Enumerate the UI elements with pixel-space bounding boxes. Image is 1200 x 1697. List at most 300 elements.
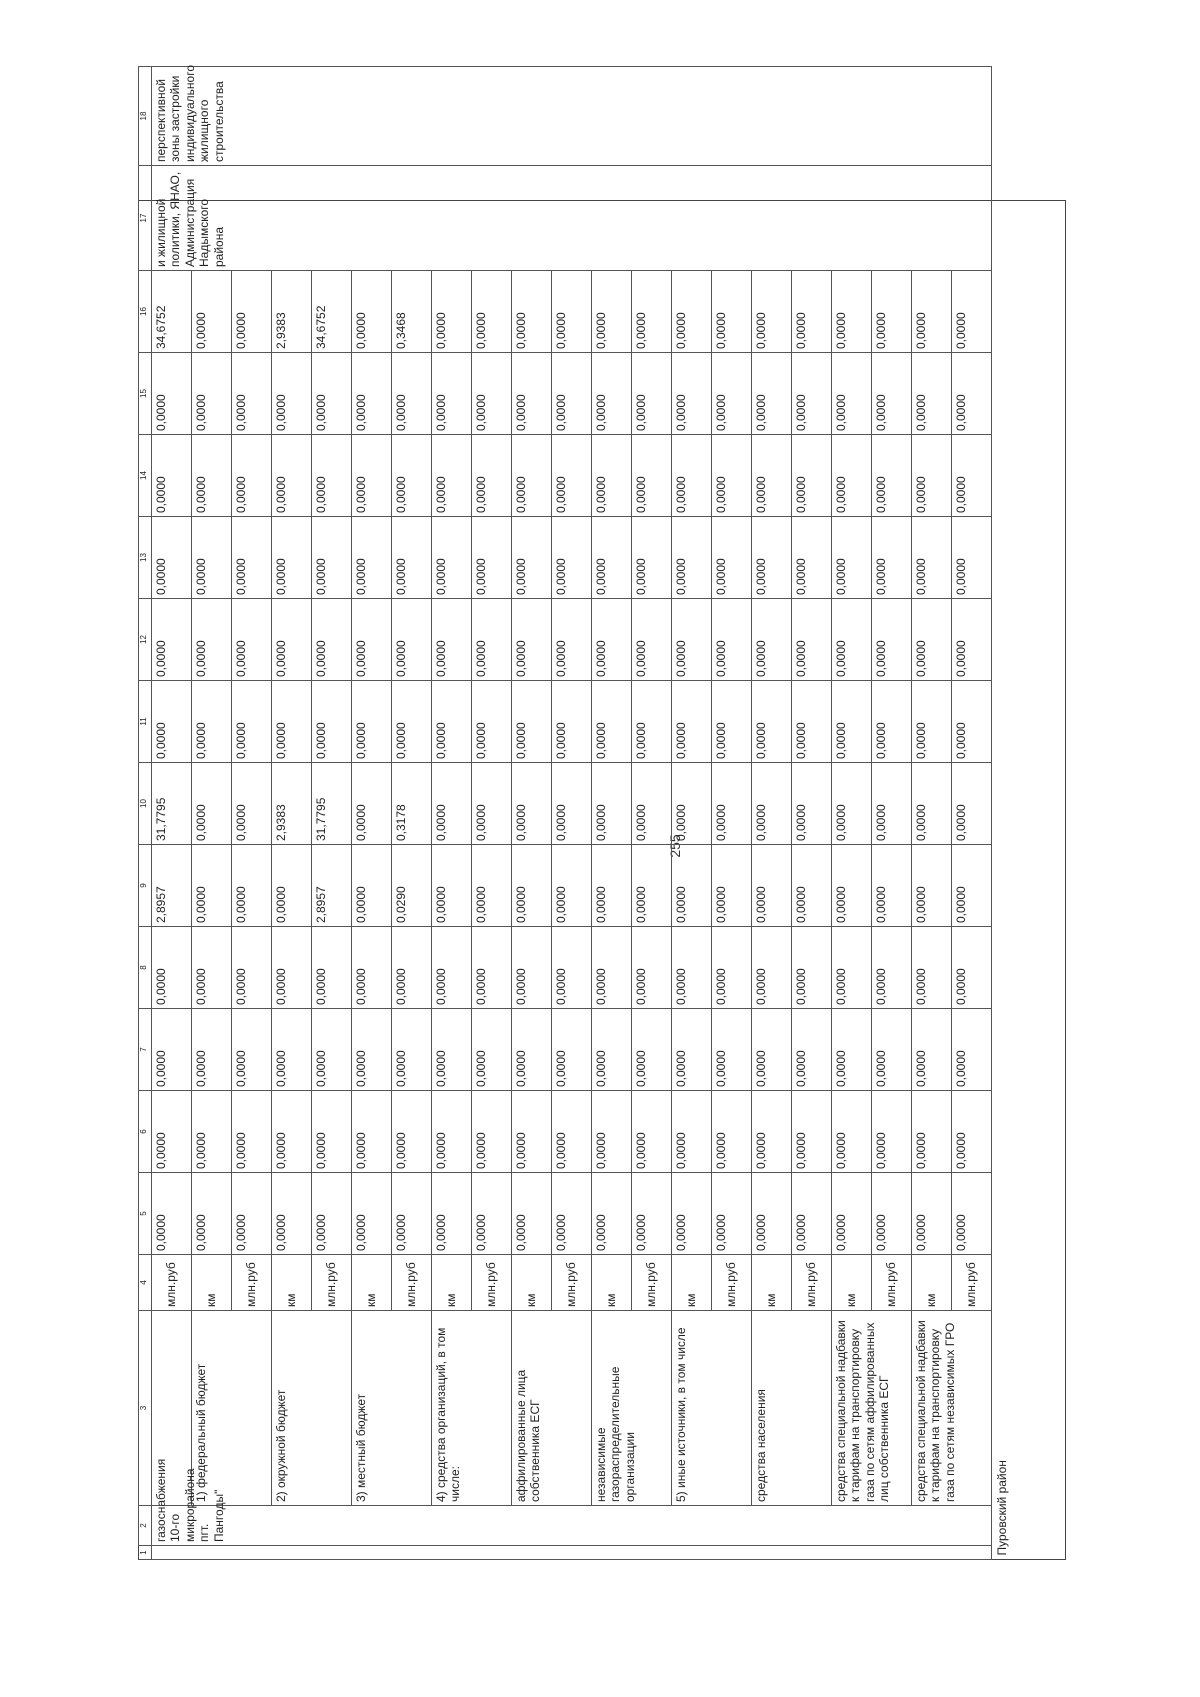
value-cell: 0,0000 <box>592 435 632 517</box>
value-cell: 0,0000 <box>432 271 472 353</box>
table-row <box>512 67 552 1560</box>
value-cell: 0,0000 <box>712 599 752 681</box>
value-cell: 0,0000 <box>912 845 952 927</box>
value-cell: 0,0000 <box>312 599 352 681</box>
value-cell: 0,0000 <box>472 353 512 435</box>
unit-cell: млн.руб <box>552 1255 592 1311</box>
value-cell: 0,0000 <box>592 271 632 353</box>
value-cell: 0,0000 <box>272 845 312 927</box>
value-cell: 0,0000 <box>352 1009 392 1091</box>
value-cell: 0,0000 <box>592 1009 632 1091</box>
value-cell: 0,0000 <box>312 681 352 763</box>
value-cell: 0,0000 <box>872 1173 912 1255</box>
value-cell: 0,0000 <box>512 1173 552 1255</box>
value-cell: 0,0000 <box>152 1009 192 1091</box>
value-cell: 0,0000 <box>192 517 232 599</box>
value-cell: 0,0000 <box>272 1009 312 1091</box>
value-cell: 0,0000 <box>232 517 272 599</box>
unit-cell: млн.руб <box>152 1255 192 1311</box>
value-cell: 0,0000 <box>792 517 832 599</box>
value-cell: 0,0000 <box>792 927 832 1009</box>
value-cell: 0,0000 <box>912 681 952 763</box>
value-cell: 0,0000 <box>632 517 672 599</box>
value-cell: 0,0000 <box>272 1091 312 1173</box>
value-cell: 0,0000 <box>592 845 632 927</box>
value-cell: 0,0000 <box>632 435 672 517</box>
value-cell: 0,0000 <box>392 599 432 681</box>
value-cell: 0,0000 <box>592 517 632 599</box>
value-cell: 0,0000 <box>432 517 472 599</box>
table-row <box>432 67 472 1560</box>
value-cell: 0,0000 <box>912 353 952 435</box>
value-cell: 0,0000 <box>712 845 752 927</box>
table-row <box>672 67 712 1560</box>
value-cell: 0,0000 <box>232 271 272 353</box>
value-cell: 0,0000 <box>632 353 672 435</box>
value-cell: 0,0000 <box>672 599 712 681</box>
value-cell: 31,7795 <box>312 763 352 845</box>
funding-source-cell: 3) местный бюджет <box>352 1311 432 1506</box>
value-cell: 0,0000 <box>712 1173 752 1255</box>
column-number: 15 <box>139 353 152 435</box>
value-cell: 0,0000 <box>672 1173 712 1255</box>
value-cell: 0,0000 <box>792 845 832 927</box>
value-cell: 2,8957 <box>152 845 192 927</box>
column-number: 6 <box>139 1091 152 1173</box>
value-cell: 0,0000 <box>312 517 352 599</box>
value-cell: 0,0000 <box>312 927 352 1009</box>
value-cell: 0,0000 <box>752 1091 792 1173</box>
value-cell: 0,0000 <box>912 1009 952 1091</box>
funding-source-cell: независимые газораспределительные организации <box>592 1311 672 1506</box>
value-cell: 0,0000 <box>792 353 832 435</box>
value-cell: 0,0000 <box>512 353 552 435</box>
funding-source-cell: 4) средства организаций, в том числе: <box>432 1311 512 1506</box>
value-cell: 0,0000 <box>232 681 272 763</box>
value-cell: 0,0000 <box>752 353 792 435</box>
value-cell: 0,0000 <box>632 763 672 845</box>
value-cell: 0,0000 <box>352 1173 392 1255</box>
value-cell: 0,0000 <box>912 435 952 517</box>
value-cell: 0,0000 <box>632 845 672 927</box>
value-cell: 0,0000 <box>752 271 792 353</box>
value-cell: 34,6752 <box>312 271 352 353</box>
value-cell: 0,0000 <box>752 763 792 845</box>
value-cell: 0,0000 <box>872 599 912 681</box>
value-cell: 0,0000 <box>432 763 472 845</box>
value-cell: 0,0000 <box>432 1091 472 1173</box>
funding-source-cell: средства населения <box>752 1311 832 1506</box>
value-cell: 0,0000 <box>432 435 472 517</box>
value-cell: 0,0000 <box>912 1173 952 1255</box>
table-row <box>592 67 632 1560</box>
unit-cell: млн.руб <box>632 1255 672 1311</box>
value-cell: 0,0000 <box>192 763 232 845</box>
value-cell: 0,0000 <box>552 927 592 1009</box>
value-cell: 0,0000 <box>392 681 432 763</box>
value-cell: 0,0000 <box>672 1091 712 1173</box>
value-cell: 0,0000 <box>712 1009 752 1091</box>
value-cell: 0,0000 <box>472 1091 512 1173</box>
value-cell: 0,0000 <box>512 271 552 353</box>
district-name: Пуровский район <box>992 67 1021 1560</box>
value-cell: 0,0000 <box>512 763 552 845</box>
unit-cell: км <box>592 1255 632 1311</box>
value-cell: 0,0000 <box>832 1009 872 1091</box>
unit-cell: км <box>752 1255 792 1311</box>
value-cell: 0,0000 <box>512 1009 552 1091</box>
value-cell: 0,0000 <box>632 271 672 353</box>
value-cell: 0,0000 <box>632 1173 672 1255</box>
unit-cell: млн.руб <box>232 1255 272 1311</box>
funding-source-cell: 5) иные источники, в том числе <box>672 1311 752 1506</box>
value-cell: 0,0000 <box>632 1091 672 1173</box>
unit-cell: км <box>272 1255 312 1311</box>
value-cell: 0,0000 <box>392 1091 432 1173</box>
value-cell: 0,0000 <box>792 1173 832 1255</box>
column-number: 9 <box>139 845 152 927</box>
value-cell: 0,0000 <box>712 1091 752 1173</box>
value-cell: 0,0000 <box>512 517 552 599</box>
value-cell: 0,0000 <box>472 435 512 517</box>
value-cell: 0,0000 <box>232 763 272 845</box>
value-cell: 0,0000 <box>712 681 752 763</box>
value-cell: 0,0000 <box>192 599 232 681</box>
value-cell: 0,0000 <box>392 435 432 517</box>
column-number: 17 <box>139 166 152 271</box>
value-cell: 0,0000 <box>632 1009 672 1091</box>
object-note-cell: перспективной зоны застройки индивидуального жилищного строительства <box>152 67 992 166</box>
value-cell: 0,0000 <box>672 927 712 1009</box>
column-number: 3 <box>139 1311 152 1506</box>
unit-cell: км <box>512 1255 552 1311</box>
value-cell: 0,0000 <box>552 681 592 763</box>
value-cell: 0,0000 <box>472 681 512 763</box>
value-cell: 0,0000 <box>352 599 392 681</box>
column-number: 5 <box>139 1173 152 1255</box>
funding-source-cell: аффилированные лица собственника ЕСГ <box>512 1311 592 1506</box>
unit-cell: млн.руб <box>712 1255 752 1311</box>
value-cell: 0,0000 <box>552 763 592 845</box>
value-cell: 0,0000 <box>832 927 872 1009</box>
responsible-cell: и жилищной политики, ЯНАО, Администрация Надымского района <box>152 166 992 271</box>
value-cell: 0,0000 <box>832 845 872 927</box>
value-cell: 0,0000 <box>432 845 472 927</box>
value-cell: 0,0000 <box>152 1091 192 1173</box>
value-cell: 0,0000 <box>752 845 792 927</box>
table-body <box>139 67 1021 1560</box>
unit-cell: км <box>672 1255 712 1311</box>
column-number: 13 <box>139 517 152 599</box>
value-cell: 0,3468 <box>392 271 432 353</box>
funding-source-cell: средства специальной надбавки к тарифам на транспортировку газа по сетям независимых ГРО <box>912 1311 992 1506</box>
value-cell: 0,0000 <box>872 353 912 435</box>
value-cell: 0,0000 <box>952 1173 992 1255</box>
column-number: 11 <box>139 681 152 763</box>
value-cell: 0,0000 <box>832 763 872 845</box>
value-cell: 2,9383 <box>272 271 312 353</box>
value-cell: 0,0000 <box>272 353 312 435</box>
value-cell: 0,0000 <box>152 599 192 681</box>
funding-source-cell: 2) окружной бюджет <box>272 1311 352 1506</box>
value-cell: 0,0000 <box>192 845 232 927</box>
unit-cell: млн.руб <box>392 1255 432 1311</box>
column-number: 12 <box>139 599 152 681</box>
value-cell: 0,0000 <box>192 435 232 517</box>
value-cell: 0,0000 <box>192 1173 232 1255</box>
value-cell: 0,0000 <box>952 845 992 927</box>
value-cell: 0,0000 <box>352 845 392 927</box>
value-cell: 0,0000 <box>832 599 872 681</box>
column-number: 8 <box>139 927 152 1009</box>
value-cell: 0,0000 <box>752 927 792 1009</box>
value-cell: 0,0000 <box>872 845 912 927</box>
unit-cell: км <box>192 1255 232 1311</box>
column-number: 1 <box>139 1546 152 1560</box>
value-cell: 0,0000 <box>352 353 392 435</box>
value-cell: 0,0000 <box>712 927 752 1009</box>
table-row <box>832 67 872 1560</box>
column-number: 18 <box>139 67 152 166</box>
value-cell: 0,0000 <box>432 599 472 681</box>
value-cell: 0,0000 <box>952 435 992 517</box>
value-cell: 0,0000 <box>872 1091 912 1173</box>
value-cell: 0,0000 <box>312 1009 352 1091</box>
value-cell: 0,0000 <box>752 1009 792 1091</box>
unit-cell: км <box>352 1255 392 1311</box>
project-name-cell: газоснабжения 10-го микрорайона пгт. Пангоды" <box>152 1506 992 1546</box>
value-cell: 0,0290 <box>392 845 432 927</box>
value-cell: 0,0000 <box>792 435 832 517</box>
value-cell: 0,0000 <box>512 927 552 1009</box>
value-cell: 0,0000 <box>952 353 992 435</box>
value-cell: 0,0000 <box>152 435 192 517</box>
value-cell: 0,0000 <box>632 927 672 1009</box>
value-cell: 0,0000 <box>152 927 192 1009</box>
unit-cell: км <box>912 1255 952 1311</box>
value-cell: 0,0000 <box>192 271 232 353</box>
value-cell: 0,0000 <box>432 927 472 1009</box>
value-cell: 0,0000 <box>592 599 632 681</box>
value-cell: 0,0000 <box>232 927 272 1009</box>
value-cell: 0,0000 <box>432 681 472 763</box>
value-cell: 0,0000 <box>712 763 752 845</box>
value-cell: 0,0000 <box>552 599 592 681</box>
unit-cell: млн.руб <box>952 1255 992 1311</box>
value-cell: 0,0000 <box>192 927 232 1009</box>
value-cell: 0,0000 <box>152 353 192 435</box>
value-cell: 0,0000 <box>672 271 712 353</box>
value-cell: 0,0000 <box>792 1009 832 1091</box>
value-cell: 0,0000 <box>512 681 552 763</box>
value-cell: 0,0000 <box>712 435 752 517</box>
value-cell: 0,0000 <box>232 1091 272 1173</box>
value-cell: 0,0000 <box>392 1173 432 1255</box>
value-cell: 0,0000 <box>952 763 992 845</box>
page-number: 255 <box>667 834 683 858</box>
value-cell: 0,0000 <box>752 517 792 599</box>
value-cell: 0,0000 <box>592 1091 632 1173</box>
value-cell: 0,0000 <box>512 435 552 517</box>
value-cell: 0,0000 <box>432 353 472 435</box>
value-cell: 0,0000 <box>272 927 312 1009</box>
column-number: 16 <box>139 271 152 353</box>
value-cell: 0,0000 <box>632 681 672 763</box>
value-cell: 0,0000 <box>232 353 272 435</box>
value-cell: 0,0000 <box>192 353 232 435</box>
value-cell: 0,0000 <box>552 271 592 353</box>
value-cell: 0,0000 <box>392 1009 432 1091</box>
value-cell: 0,0000 <box>512 599 552 681</box>
value-cell: 0,0000 <box>912 927 952 1009</box>
value-cell: 0,0000 <box>872 927 912 1009</box>
value-cell: 0,0000 <box>952 1091 992 1173</box>
value-cell: 0,0000 <box>752 599 792 681</box>
value-cell: 0,0000 <box>752 1173 792 1255</box>
value-cell: 0,0000 <box>592 353 632 435</box>
column-number: 10 <box>139 763 152 845</box>
value-cell: 0,0000 <box>312 1173 352 1255</box>
value-cell: 0,0000 <box>272 517 312 599</box>
value-cell: 0,0000 <box>872 763 912 845</box>
district-row <box>992 67 1021 1560</box>
rotated-table-container <box>138 65 1066 1560</box>
value-cell: 0,0000 <box>592 681 632 763</box>
value-cell: 0,0000 <box>712 271 752 353</box>
value-cell: 0,0000 <box>592 1173 632 1255</box>
value-cell: 0,0000 <box>672 763 712 845</box>
value-cell: 0,0000 <box>192 1009 232 1091</box>
value-cell: 0,0000 <box>912 517 952 599</box>
value-cell: 0,0000 <box>912 599 952 681</box>
value-cell: 0,0000 <box>672 517 712 599</box>
value-cell: 0,0000 <box>512 845 552 927</box>
value-cell: 0,0000 <box>832 435 872 517</box>
value-cell: 0,0000 <box>312 1091 352 1173</box>
value-cell: 0,0000 <box>272 1173 312 1255</box>
unit-cell: млн.руб <box>872 1255 912 1311</box>
value-cell: 0,0000 <box>752 435 792 517</box>
value-cell: 0,0000 <box>712 517 752 599</box>
row-index-cell <box>152 1546 992 1560</box>
value-cell: 0,0000 <box>232 1009 272 1091</box>
value-cell: 0,0000 <box>432 1173 472 1255</box>
value-cell: 0,0000 <box>232 599 272 681</box>
value-cell: 0,0000 <box>872 517 912 599</box>
value-cell: 0,0000 <box>952 599 992 681</box>
funding-source-cell: 1) федеральный бюджет <box>192 1311 272 1506</box>
value-cell: 0,0000 <box>352 681 392 763</box>
value-cell: 0,0000 <box>712 353 752 435</box>
value-cell: 0,0000 <box>392 353 432 435</box>
value-cell: 0,0000 <box>912 271 952 353</box>
column-number: 7 <box>139 1009 152 1091</box>
value-cell: 34,6752 <box>152 271 192 353</box>
column-number: 14 <box>139 435 152 517</box>
column-number: 2 <box>139 1506 152 1546</box>
value-cell: 0,0000 <box>352 271 392 353</box>
value-cell: 0,0000 <box>152 1173 192 1255</box>
value-cell: 0,0000 <box>352 517 392 599</box>
value-cell: 0,0000 <box>832 353 872 435</box>
value-cell: 0,0000 <box>472 1173 512 1255</box>
value-cell: 0,0000 <box>472 845 512 927</box>
unit-cell: км <box>432 1255 472 1311</box>
value-cell: 0,0000 <box>672 681 712 763</box>
value-cell: 0,0000 <box>232 845 272 927</box>
value-cell: 0,0000 <box>552 1009 592 1091</box>
value-cell: 0,0000 <box>792 681 832 763</box>
value-cell: 0,0000 <box>792 1091 832 1173</box>
value-cell: 0,0000 <box>472 271 512 353</box>
value-cell: 0,0000 <box>952 271 992 353</box>
table-row <box>272 67 312 1560</box>
value-cell: 0,0000 <box>952 1009 992 1091</box>
value-cell: 0,0000 <box>552 353 592 435</box>
value-cell: 0,0000 <box>472 763 512 845</box>
value-cell: 0,0000 <box>272 681 312 763</box>
column-number: 4 <box>139 1255 152 1311</box>
value-cell: 0,0000 <box>792 271 832 353</box>
funding-source-cell: средства специальной надбавки к тарифам на транспортировку газа по сетям аффилированных лиц собственника ЕСГ <box>832 1311 912 1506</box>
value-cell: 0,0000 <box>472 517 512 599</box>
value-cell: 0,0000 <box>152 517 192 599</box>
table-row <box>192 67 232 1560</box>
funding-table <box>138 66 1020 1560</box>
value-cell: 0,0000 <box>912 1091 952 1173</box>
value-cell: 0,0000 <box>152 681 192 763</box>
value-cell: 2,9383 <box>272 763 312 845</box>
value-cell: 0,3178 <box>392 763 432 845</box>
unit-cell: млн.руб <box>472 1255 512 1311</box>
value-cell: 0,0000 <box>352 763 392 845</box>
value-cell: 0,0000 <box>392 927 432 1009</box>
value-cell: 0,0000 <box>832 271 872 353</box>
value-cell: 0,0000 <box>512 1091 552 1173</box>
value-cell: 0,0000 <box>272 435 312 517</box>
value-cell: 0,0000 <box>192 681 232 763</box>
value-cell: 0,0000 <box>632 599 672 681</box>
value-cell: 0,0000 <box>832 517 872 599</box>
value-cell: 0,0000 <box>832 1091 872 1173</box>
value-cell: 0,0000 <box>472 927 512 1009</box>
value-cell: 0,0000 <box>232 1173 272 1255</box>
value-cell: 0,0000 <box>872 681 912 763</box>
value-cell: 0,0000 <box>592 763 632 845</box>
value-cell: 0,0000 <box>312 353 352 435</box>
value-cell: 0,0000 <box>672 353 712 435</box>
value-cell: 0,0000 <box>792 599 832 681</box>
value-cell: 0,0000 <box>232 435 272 517</box>
value-cell: 0,0000 <box>872 435 912 517</box>
value-cell: 0,0000 <box>832 1173 872 1255</box>
value-cell: 0,0000 <box>952 681 992 763</box>
value-cell: 0,0000 <box>352 435 392 517</box>
value-cell: 31,7795 <box>152 763 192 845</box>
value-cell: 0,0000 <box>792 763 832 845</box>
value-cell: 0,0000 <box>952 517 992 599</box>
value-cell: 0,0000 <box>912 763 952 845</box>
value-cell: 0,0000 <box>872 271 912 353</box>
value-cell: 0,0000 <box>312 435 352 517</box>
value-cell: 0,0000 <box>432 1009 472 1091</box>
value-cell: 0,0000 <box>552 517 592 599</box>
value-cell: 0,0000 <box>272 599 312 681</box>
value-cell: 0,0000 <box>392 517 432 599</box>
value-cell: 0,0000 <box>552 435 592 517</box>
table-row <box>752 67 792 1560</box>
value-cell: 0,0000 <box>592 927 632 1009</box>
